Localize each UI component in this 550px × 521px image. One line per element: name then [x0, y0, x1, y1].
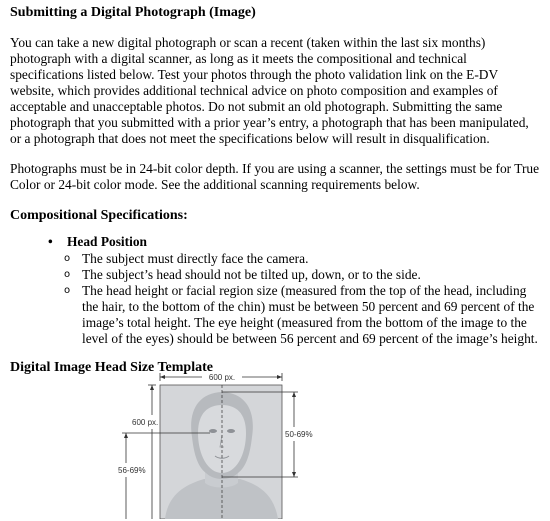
arrow-left-icon	[160, 375, 165, 379]
sub-item-text: The subject must directly face the camera.	[82, 251, 309, 266]
intro-paragraph: You can take a new digital photograph or scan a recent (taken within the last six months) photograph with a digital scanner, as long as it meets the compositional and technical specifications listed below. Test your photos through the photo validation link on the E-DV website, which provides additional technical advice on photo composition and examples of acceptable and unacceptable photos. Do not submit an old photograph. Submitting the same photograph that you submitted with a prior year’s entry, a photograph that has been manipulated, or a photograph that does not meet the specifications below will result in disqualification.	[10, 35, 529, 146]
document-page	[10, 4, 542, 376]
head-position-sublist	[64, 251, 542, 347]
arrow-up-icon	[124, 433, 128, 438]
arrow-right-icon	[277, 375, 282, 379]
document-title: Submitting a Digital Photograph (Image)	[10, 5, 256, 20]
arrow-down-icon	[292, 472, 296, 477]
template-heading: Digital Image Head Size Template	[10, 360, 213, 375]
bullet-label: Head Position	[67, 234, 147, 249]
eye-height-label: 56-69%	[118, 466, 146, 475]
head-height-label: 50-69%	[285, 430, 313, 439]
sub-list-item	[10, 267, 542, 283]
sub-marker: o	[64, 253, 71, 264]
sub-list-item	[10, 251, 542, 267]
sub-marker: o	[64, 269, 71, 280]
color-depth-paragraph: Photographs must be in 24-bit color depth. If you are using a scanner, the settings must be for True Color or 24-bit color mode. See the additional scanning requirements below.	[10, 161, 540, 192]
width-label: 600 px.	[208, 373, 236, 382]
arrow-up-icon	[150, 385, 154, 390]
compositional-heading: Compositional Specifications:	[10, 208, 188, 223]
sub-item-text: The head height or facial region size (measured from the top of the head, including the hair, to the bottom of the chin) must be between 50 percent and 69 percent of the image’s total height. The eye height (measured from the bottom of the image to the level of the eyes) should be between 56 percent and 69 percent of the image’s height.	[82, 283, 538, 346]
height-label: 600 px.	[132, 418, 159, 427]
bullet-marker: •	[48, 234, 53, 249]
compositional-list	[10, 234, 542, 347]
sub-list-item	[10, 283, 542, 347]
sub-marker: o	[64, 285, 71, 296]
arrow-up-icon	[292, 392, 296, 397]
list-item-head-position	[10, 234, 542, 347]
sub-item-text: The subject’s head should not be tilted up, down, or to the side.	[82, 267, 421, 282]
head-size-template-diagram	[112, 367, 342, 519]
